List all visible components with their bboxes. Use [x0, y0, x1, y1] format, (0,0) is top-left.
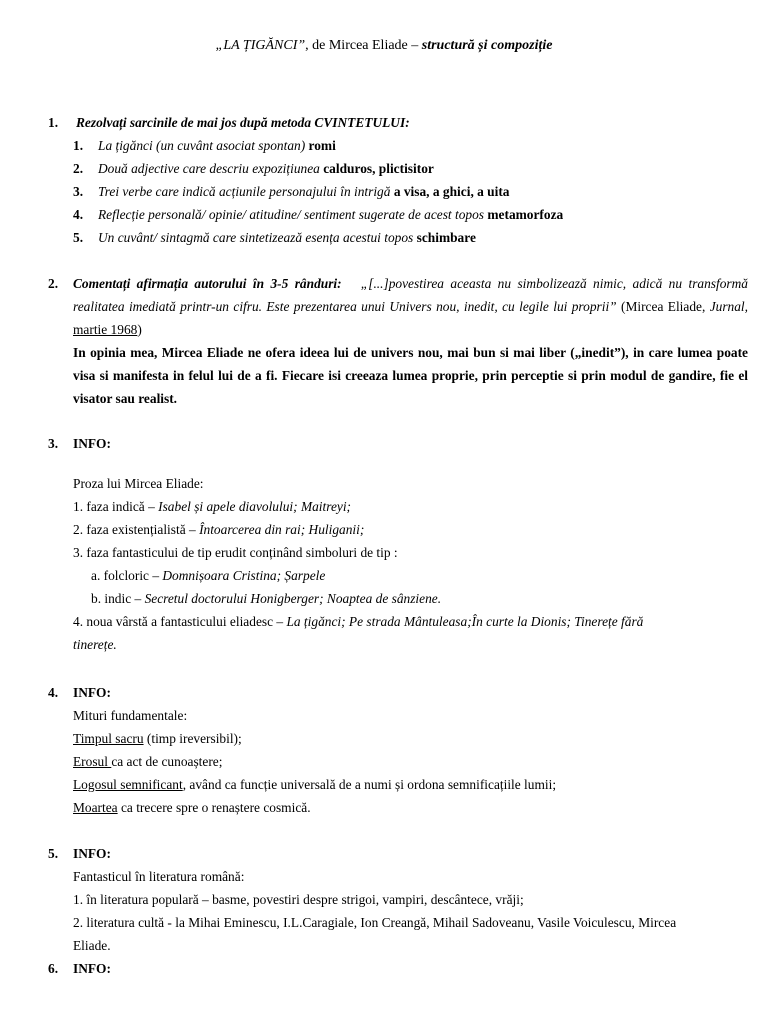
list-item: 1. faza indică – Isabel și apele diavolului; Maitreyi; — [73, 499, 352, 514]
list-item: b. indic – Secretul doctorului Honigberger; Noaptea de sânziene. — [91, 591, 442, 606]
title-author: , de Mircea Eliade – — [305, 38, 422, 53]
section-heading: Rezolvați sarcinile de mai jos după metoda CVINTETULUI: — [76, 115, 410, 130]
title-work: „LA ȚIGĂNCI” — [215, 38, 306, 53]
title-topic: structură și compoziție — [421, 38, 553, 53]
eliade-prose-phases — [73, 472, 748, 656]
list-item-continued: Eliade. — [73, 938, 111, 953]
list-item-continued: tinerețe. — [73, 637, 117, 652]
cvintet-list — [73, 134, 748, 249]
section-number: 4. — [48, 685, 59, 700]
section-number: 3. — [48, 436, 59, 451]
list-item: 4. Reflecție personală/ opinie/ atitudine/ sentiment sugerate de acest topos metamorfoza — [73, 207, 564, 222]
section-heading: INFO: — [73, 685, 111, 700]
list-item: 3. Trei verbe care indică acțiunile personajului în intrigă a visa, a ghici, a uita — [73, 184, 510, 199]
list-item: 5. Un cuvânt/ sintagmă care sintetizează esența acestui topos schimbare — [73, 230, 476, 245]
list-intro: Proza lui Mircea Eliade: — [73, 476, 204, 491]
section-heading: INFO: — [73, 436, 111, 451]
quote-source: (Mircea Eliade, Jurnal, martie 1968) — [73, 299, 748, 337]
list-item: Timpul sacru (timp ireversibil); — [73, 731, 242, 746]
list-item: 1. în literatura populară – basme, povestiri despre strigoi, vampiri, descântece, vrăji; — [73, 892, 524, 907]
list-intro: Mituri fundamentale: — [73, 708, 188, 723]
list-item: Logosul semnificant, având ca funcție universală de a numi și ordona semnificațiile lumii; — [73, 777, 557, 792]
page-title — [0, 38, 768, 54]
section-number: 6. — [48, 961, 59, 976]
list-item: a. folcloric – Domnișoara Cristina; Șarpele — [91, 568, 326, 583]
list-item: Moartea ca trecere spre o renaștere cosmică. — [73, 800, 311, 815]
list-item: Erosul ca act de cunoaștere; — [73, 754, 223, 769]
section-number: 2. — [48, 276, 59, 291]
list-item: 2. Două adjective care descriu expozițiunea calduros, plictisitor — [73, 161, 434, 176]
section-number: 1. — [48, 115, 59, 130]
list-item: 4. noua vârstă a fantasticului eliadesc – La țigănci; Pe strada Mântuleasa;În curte la Dionis; Tinerețe fără — [73, 614, 644, 629]
list-item: 3. faza fantasticului de tip erudit conținând simboluri de tip : — [73, 545, 398, 560]
list-intro: Fantasticul în literatura română: — [73, 869, 245, 884]
student-answer: In opinia mea, Mircea Eliade ne ofera ideea lui de univers nou, mai bun si mai liber („inedit”), in care lumea poate visa si manifesta in felul lui de a fi. Fiecare isi creeaza lumea proprie, prin perceptie si prin modul de gandire, fie el visator sau realist. — [73, 345, 748, 406]
list-item: 2. literatura cultă - la Mihai Eminescu, I.L.Caragiale, Ion Creangă, Mihail Sadoveanu, Vasile Voiculescu, Mircea — [73, 915, 677, 930]
section-heading: INFO: — [73, 846, 111, 861]
list-item: 2. faza existențialistă – Întoarcerea din rai; Huliganii; — [73, 522, 365, 537]
list-item: 1. La țigănci (un cuvânt asociat spontan) romi — [73, 138, 336, 153]
section-heading: INFO: — [73, 961, 111, 976]
section-number: 5. — [48, 846, 59, 861]
author-quote: „[...]povestirea aceasta nu simbolizează nimic, adică nu transformă realitatea imediată printr-un cifru. Este prezentarea unui Univers nou, inedit, cu legile lui proprii” — [73, 276, 748, 314]
section-heading: Comentați afirmația autorului în 3-5 rânduri: — [73, 276, 342, 291]
